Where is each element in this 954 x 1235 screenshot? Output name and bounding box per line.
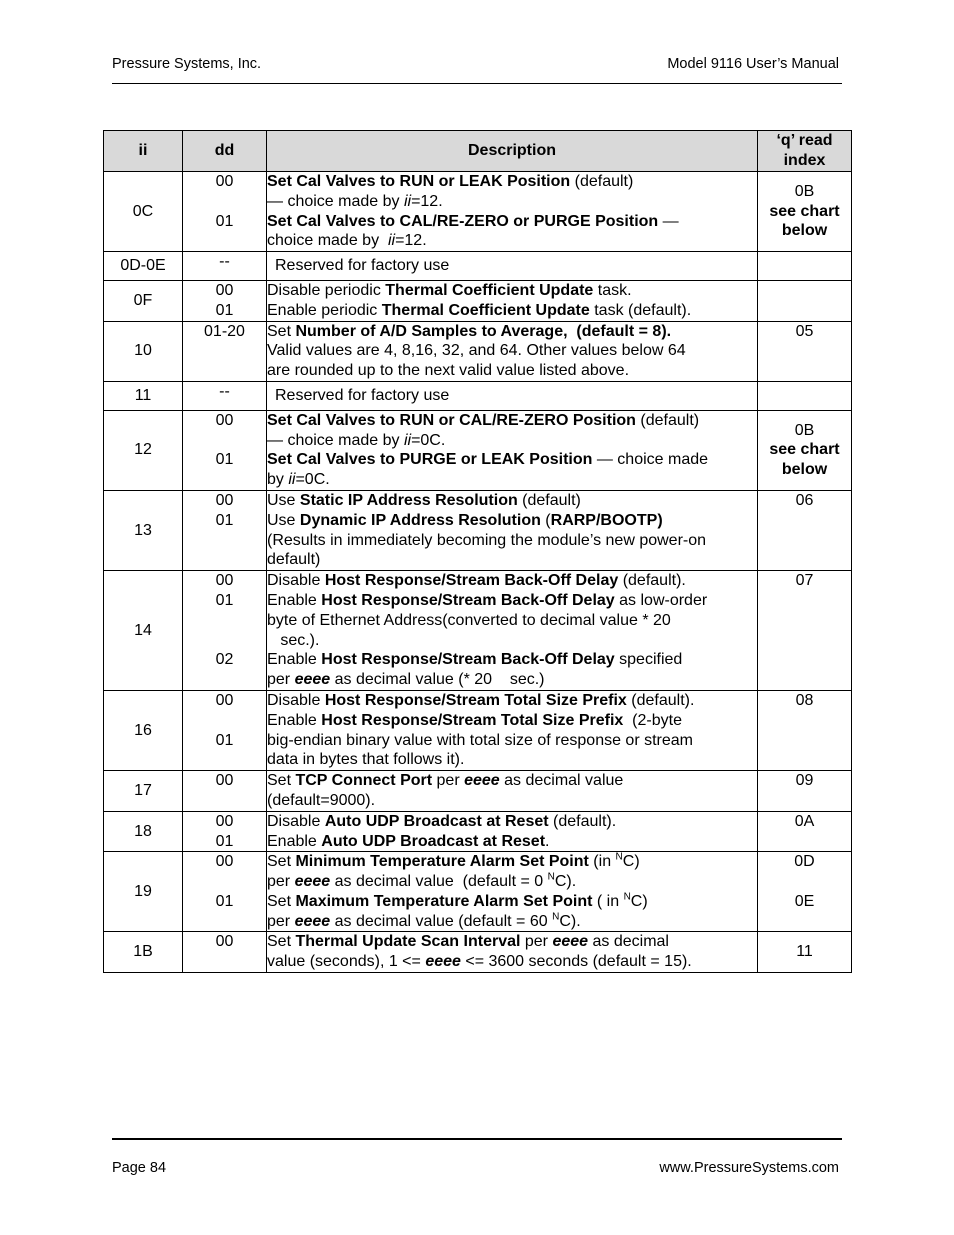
dd-value xyxy=(183,750,266,770)
cell-dd xyxy=(183,771,267,812)
description-segment: Disable periodic xyxy=(267,281,386,299)
cell-description xyxy=(267,690,758,770)
q-index-value: 11 xyxy=(796,943,813,961)
description-segment: N xyxy=(615,851,623,863)
cell-q-read-index xyxy=(758,172,852,252)
dd-value xyxy=(183,631,266,651)
cell-ii: 12 xyxy=(104,410,183,490)
description-segment: eeee xyxy=(464,772,500,790)
cell-q-read-index xyxy=(758,280,852,321)
q-index-value: 06 xyxy=(795,491,814,509)
description-segment: C). xyxy=(554,873,577,891)
description-segment: Enable xyxy=(267,711,322,729)
description-line xyxy=(267,531,757,551)
description-segment: Disable xyxy=(267,812,325,830)
footer-divider xyxy=(112,1138,842,1140)
cell-dd xyxy=(183,932,267,973)
description-segment: (default=9000). xyxy=(267,791,376,809)
description-segment: eeee xyxy=(294,873,331,891)
table-row xyxy=(104,490,852,570)
description-segment: ii xyxy=(288,471,296,489)
description-segment: Minimum Temperature Alarm Set Point xyxy=(295,853,589,871)
dd-value: 01 xyxy=(215,731,234,749)
table-row xyxy=(104,381,852,410)
description-segment: (default) xyxy=(570,173,634,190)
description-segment: byte of Ethernet Address(converted to decimal value * 20 xyxy=(267,611,671,629)
description-segment: big-endian binary value with total size of response or stream xyxy=(267,731,693,749)
cell-description xyxy=(267,932,758,973)
description-segment: eeee xyxy=(294,912,331,930)
description-line xyxy=(267,912,757,932)
cell-q-read-index xyxy=(758,852,852,932)
description-line xyxy=(267,832,757,852)
q-index-value: below xyxy=(781,461,828,479)
dd-value: 00 xyxy=(215,691,234,709)
description-segment: Thermal Update Scan Interval xyxy=(295,933,521,951)
cell-ii: 16 xyxy=(104,690,183,770)
description-segment: Set Cal Valves to RUN or LEAK Position xyxy=(267,173,571,190)
dd-value: 00 xyxy=(215,812,234,830)
dd-value: 00 xyxy=(215,173,234,190)
description-line xyxy=(267,691,757,711)
dd-value: 00 xyxy=(215,772,234,790)
description-line xyxy=(267,192,757,212)
description-segment: (2-byte xyxy=(623,711,682,729)
description-line xyxy=(267,771,757,791)
description-line xyxy=(267,731,757,751)
description-segment: specified xyxy=(614,651,683,669)
description-segment: Reserved for factory use xyxy=(275,257,450,275)
header-divider xyxy=(112,83,842,84)
description-segment: — choice made xyxy=(592,451,709,469)
description-line xyxy=(267,172,757,192)
cell-dd xyxy=(183,381,267,410)
cell-ii: 19 xyxy=(104,852,183,932)
column-header-dd: dd xyxy=(183,131,267,172)
description-segment: <= 3600 seconds (default = 15). xyxy=(460,953,692,971)
cell-ii: 13 xyxy=(104,490,183,570)
description-segment: =12. xyxy=(395,232,427,250)
description-segment: by xyxy=(267,471,289,489)
description-segment: as decimal value (default = 0 xyxy=(330,873,548,891)
description-line xyxy=(267,491,757,511)
description-segment: Number of A/D Samples to Average, xyxy=(295,322,568,340)
q-index-value: see chart xyxy=(769,202,840,220)
cell-ii: 0C xyxy=(104,172,183,252)
q-index-value: 09 xyxy=(795,772,814,790)
description-line xyxy=(275,256,751,276)
description-line xyxy=(267,852,757,872)
q-index-value: below xyxy=(781,222,828,240)
dd-value: 00 xyxy=(215,411,234,429)
cell-description xyxy=(267,252,758,281)
dd-value: 01 xyxy=(215,832,234,850)
table-row xyxy=(104,280,852,321)
description-segment: Enable xyxy=(267,832,322,850)
description-line xyxy=(267,892,757,912)
description-line xyxy=(267,952,757,972)
q-index-value: 0D xyxy=(794,853,815,871)
dd-value xyxy=(183,912,266,932)
column-header-description: Description xyxy=(267,131,758,172)
description-segment: Host Response/Stream Back-Off Delay xyxy=(321,591,615,609)
cell-dd xyxy=(183,410,267,490)
cell-dd xyxy=(183,811,267,852)
description-segment: TCP Connect Port xyxy=(295,772,433,790)
dd-value: 01 xyxy=(215,212,234,230)
cell-ii: 14 xyxy=(104,571,183,691)
cell-q-read-index xyxy=(758,321,852,381)
q-index-value xyxy=(758,252,851,272)
cell-description xyxy=(267,852,758,932)
q-index-value: 08 xyxy=(795,691,814,709)
table-row xyxy=(104,172,852,252)
description-segment: Host Response/Stream Total Size Prefix xyxy=(321,711,624,729)
description-segment: ( in xyxy=(592,892,624,910)
table-row xyxy=(104,410,852,490)
description-segment: Thermal Coefficient Update xyxy=(385,281,594,299)
description-segment: task. xyxy=(593,281,632,299)
description-segment: (default) xyxy=(635,411,700,429)
description-segment: (default). xyxy=(626,691,695,709)
description-segment: N xyxy=(547,871,555,883)
description-segment: (default). xyxy=(618,572,686,590)
description-line xyxy=(267,212,757,232)
dd-value xyxy=(183,431,266,451)
description-segment: per xyxy=(267,912,295,930)
description-segment: sec.). xyxy=(267,631,320,649)
cell-description xyxy=(267,280,758,321)
header-manual-title: Model 9116 User’s Manual xyxy=(667,56,839,72)
description-segment: ii xyxy=(403,431,412,449)
description-segment: C) xyxy=(630,892,648,910)
description-segment: . xyxy=(545,832,550,850)
dd-value: 01 xyxy=(215,451,234,469)
cell-description xyxy=(267,172,758,252)
q-index-value: see chart xyxy=(769,441,840,459)
description-line xyxy=(267,631,757,651)
description-line xyxy=(267,711,757,731)
dd-value xyxy=(183,872,266,892)
description-line xyxy=(267,361,757,381)
cell-ii: 18 xyxy=(104,811,183,852)
cell-q-read-index xyxy=(758,771,852,812)
description-segment: are rounded up to the next valid value listed above. xyxy=(267,362,630,380)
cell-q-read-index xyxy=(758,571,852,691)
description-segment: Valid values are 4, 8,16, 32, and 64. Other values below 64 xyxy=(267,342,686,360)
table-row xyxy=(104,811,852,852)
description-line xyxy=(267,571,757,591)
cell-q-read-index xyxy=(758,490,852,570)
description-segment: value (seconds), 1 <= xyxy=(267,953,426,971)
header-company: Pressure Systems, Inc. xyxy=(112,56,262,72)
dd-value: 01-20 xyxy=(204,322,245,340)
cell-ii: 1B xyxy=(104,932,183,973)
q-index-value xyxy=(758,912,851,932)
dd-value: 00 xyxy=(215,853,234,871)
q-index-value xyxy=(758,382,851,402)
description-line xyxy=(267,411,757,431)
cell-description xyxy=(267,321,758,381)
description-segment: Auto UDP Broadcast at Reset xyxy=(324,812,549,830)
description-line xyxy=(275,386,751,406)
description-segment: Set Cal Valves to CAL/RE-ZERO or PURGE Position xyxy=(267,212,659,230)
q-index-value: 0A xyxy=(794,812,815,830)
dd-value: 01 xyxy=(215,511,234,529)
cell-ii: 0D-0E xyxy=(104,252,183,281)
description-segment: =12. xyxy=(411,192,443,210)
description-segment: ii xyxy=(403,192,412,210)
cell-q-read-index xyxy=(758,381,852,410)
description-segment: Reserved for factory use xyxy=(275,386,450,404)
description-segment: task (default). xyxy=(589,301,692,319)
description-line xyxy=(267,650,757,670)
description-line xyxy=(267,322,757,342)
description-segment: Enable xyxy=(267,651,322,669)
q-index-value: 07 xyxy=(795,572,814,590)
cell-q-read-index xyxy=(758,252,852,281)
table-row xyxy=(104,252,852,281)
cell-ii: 10 xyxy=(104,321,183,381)
cell-description xyxy=(267,410,758,490)
cell-description xyxy=(267,571,758,691)
dd-value: 01 xyxy=(215,301,234,319)
description-segment: — choice made by xyxy=(267,431,404,449)
table-row xyxy=(104,690,852,770)
description-segment: Dynamic IP Address Resolution xyxy=(299,511,541,529)
description-segment: (Results in immediately becoming the module’s new power-on xyxy=(267,531,707,549)
description-segment: =0C. xyxy=(411,431,446,449)
dd-value: 01 xyxy=(215,591,234,609)
cell-description xyxy=(267,490,758,570)
description-segment: RARP/BOOTP) xyxy=(550,511,663,529)
cell-description xyxy=(267,811,758,852)
q-index-value xyxy=(758,281,851,301)
description-line xyxy=(267,591,757,611)
description-segment: Set xyxy=(267,892,296,910)
description-segment: Enable xyxy=(267,591,322,609)
cell-dd xyxy=(183,280,267,321)
description-segment: per xyxy=(520,933,553,951)
dd-value: 01 xyxy=(215,892,234,910)
table-row xyxy=(104,771,852,812)
table-row xyxy=(104,932,852,973)
table-row xyxy=(104,571,852,691)
q-index-value: 05 xyxy=(795,322,814,340)
description-segment: eeee xyxy=(552,933,589,951)
description-segment: Enable periodic xyxy=(267,301,382,319)
description-segment: C) xyxy=(622,853,640,871)
cell-dd xyxy=(183,690,267,770)
cell-dd xyxy=(183,321,267,381)
command-table xyxy=(103,130,852,973)
description-line xyxy=(267,450,757,470)
description-segment: per xyxy=(432,772,465,790)
description-segment: (default) xyxy=(517,491,581,509)
description-segment: Set Cal Valves to PURGE or LEAK Position xyxy=(267,451,593,469)
description-segment: Use xyxy=(267,491,300,509)
description-segment: as decimal value xyxy=(499,772,624,790)
cell-dd xyxy=(183,252,267,281)
dd-value: 00 xyxy=(215,281,234,299)
dd-value xyxy=(183,611,266,631)
description-segment: (in xyxy=(588,853,616,871)
description-segment: eeee xyxy=(425,953,461,971)
description-segment: — xyxy=(658,212,679,230)
column-header-ii: ii xyxy=(104,131,183,172)
description-line xyxy=(267,341,757,361)
description-segment: Maximum Temperature Alarm Set Point xyxy=(295,892,593,910)
footer-page-number: Page 84 xyxy=(112,1160,167,1176)
description-segment: Host Response/Stream Total Size Prefix xyxy=(324,691,627,709)
description-line xyxy=(267,611,757,631)
dd-value xyxy=(183,192,266,212)
cell-ii: 11 xyxy=(104,381,183,410)
description-segment: =0C. xyxy=(295,471,330,489)
dd-value xyxy=(183,711,266,731)
cell-dd xyxy=(183,571,267,691)
description-segment: N xyxy=(623,891,631,903)
cell-q-read-index xyxy=(758,932,852,973)
description-segment: as decimal value (default = 60 xyxy=(330,912,553,930)
description-segment: ( xyxy=(540,511,551,529)
description-segment: as decimal xyxy=(588,933,669,951)
footer-website: www.PressureSystems.com xyxy=(659,1160,839,1176)
cell-dd xyxy=(183,852,267,932)
q-index-value: 0B xyxy=(794,421,815,439)
dd-value: 00 xyxy=(215,572,234,590)
description-line xyxy=(267,511,757,531)
description-line xyxy=(267,231,757,251)
dd-value: 00 xyxy=(215,491,234,509)
description-segment: Set xyxy=(267,933,296,951)
description-line xyxy=(267,281,757,301)
description-segment: N xyxy=(552,911,560,923)
description-segment: Set xyxy=(267,322,296,340)
description-line xyxy=(267,791,757,811)
description-segment: as decimal value (* 20 sec.) xyxy=(330,671,545,689)
q-index-value: 0E xyxy=(794,892,815,910)
description-segment: per xyxy=(267,873,295,891)
description-line xyxy=(267,470,757,490)
q-index-value: 0B xyxy=(794,182,815,200)
description-segment: as low-order xyxy=(614,591,708,609)
cell-q-read-index xyxy=(758,690,852,770)
cell-description xyxy=(267,771,758,812)
description-line xyxy=(267,550,757,570)
description-segment: choice made by xyxy=(267,232,388,250)
description-line xyxy=(267,812,757,832)
cell-ii: 0F xyxy=(104,280,183,321)
table-header-row xyxy=(104,131,852,172)
cell-q-read-index xyxy=(758,410,852,490)
description-segment: Disable xyxy=(267,691,325,709)
description-segment: (default = 8). xyxy=(576,322,672,340)
column-header-q-read-index: ‘q’ read index xyxy=(758,131,852,172)
cell-description xyxy=(267,381,758,410)
description-line xyxy=(267,750,757,770)
description-segment: default) xyxy=(267,551,321,569)
description-line xyxy=(267,301,757,321)
dd-value xyxy=(183,670,266,690)
description-segment: Static IP Address Resolution xyxy=(299,491,518,509)
description-line xyxy=(267,932,757,952)
table-row xyxy=(104,852,852,932)
description-segment: Auto UDP Broadcast at Reset xyxy=(321,832,546,850)
description-segment: data in bytes that follows it). xyxy=(267,751,465,769)
description-segment: Host Response/Stream Back-Off Delay xyxy=(324,572,619,590)
description-segment: Host Response/Stream Back-Off Delay xyxy=(321,651,615,669)
description-segment: eeee xyxy=(294,671,331,689)
dd-value: 00 xyxy=(215,933,234,951)
cell-q-read-index xyxy=(758,811,852,852)
dd-value xyxy=(183,231,266,251)
dd-value: -- xyxy=(219,253,230,271)
cell-dd xyxy=(183,172,267,252)
cell-dd xyxy=(183,490,267,570)
description-line xyxy=(267,872,757,892)
description-segment: Use xyxy=(267,511,300,529)
q-index-value xyxy=(758,872,851,892)
dd-value xyxy=(183,470,266,490)
description-segment: (default). xyxy=(548,812,617,830)
description-line xyxy=(267,670,757,690)
description-segment: per xyxy=(267,671,295,689)
description-segment: Thermal Coefficient Update xyxy=(381,301,590,319)
dd-value: 02 xyxy=(215,651,234,669)
table-body xyxy=(104,172,852,973)
description-segment: — choice made by xyxy=(267,192,404,210)
description-line xyxy=(267,431,757,451)
description-segment: Set Cal Valves to RUN or CAL/RE-ZERO Position xyxy=(267,411,636,429)
description-segment: ii xyxy=(387,232,396,250)
dd-value: -- xyxy=(219,382,230,400)
description-segment: C). xyxy=(559,912,581,930)
cell-ii: 17 xyxy=(104,771,183,812)
description-segment: Set xyxy=(267,772,296,790)
description-segment: Set xyxy=(267,853,296,871)
table-row xyxy=(104,321,852,381)
description-segment: Disable xyxy=(267,572,325,590)
